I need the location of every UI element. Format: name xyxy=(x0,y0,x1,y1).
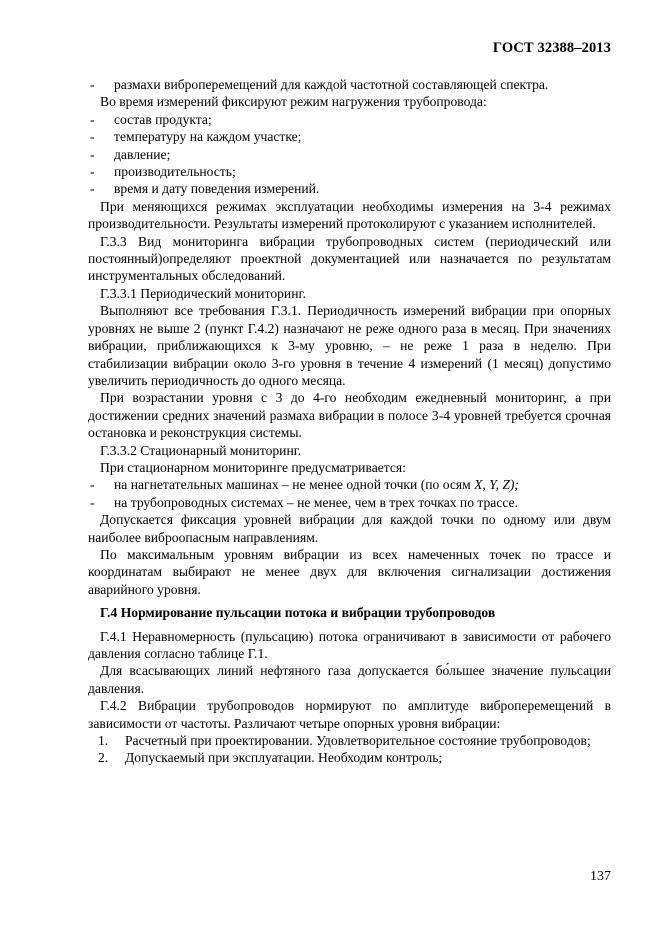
paragraph: Выполняют все требования Г.3.1. Периодичность измерений вибрации при опорных уровнях не выше 2 (пункт Г.4.2) назначают не реже одного раза в месяц. При значениях вибрации, приближающихся к 3-му уровню, – не реже 1 раза в неделю. При стабилизации вибрации около 3-го уровня в течение 4 измерений (1 месяц) допустимо увеличить периодичность до одного месяца. xyxy=(88,303,611,388)
paragraph: Г.4.2 Вибрации трубопроводов нормируют по амплитуде виброперемещений в зависимости от частоты. Различают четыре опорных уровня вибрации: xyxy=(88,698,611,731)
dash-marker: - xyxy=(90,146,95,162)
paragraph: Г.3.3 Вид мониторинга вибрации трубопроводных систем (периодический или постоянный)определяют проектной документацией или назначается по результатам инструментальных обследований. xyxy=(88,233,611,284)
list-item: - производительность; xyxy=(90,164,236,180)
paragraph: При возрастании уровня с 3 до 4-го необходим ежедневный мониторинг, а при достижении средних значений размаха вибрации в полосе 3-4 уровней требуется срочная остановка и реконструкция системы. xyxy=(88,390,611,441)
dash-marker: - xyxy=(90,477,95,493)
list-item: - температуру на каждом участке; xyxy=(90,129,302,145)
dash-marker: - xyxy=(90,77,95,92)
list-item: - время и дату поведения измерений. xyxy=(90,181,320,197)
paragraph: По максимальным уровням вибрации из всех намеченных точек по трассе и координатам выбирают не менее двух для включения сигнализации достижения аварийного уровня. xyxy=(88,546,611,597)
paragraph: Г.3.3.1 Периодический мониторинг. xyxy=(100,285,306,301)
paragraph: Г.3.3.2 Стационарный мониторинг. xyxy=(100,442,302,458)
dash-marker: - xyxy=(90,164,95,180)
paragraph: При стационарном мониторинге предусматривается: xyxy=(100,459,406,475)
paragraph: Для всасывающих линий нефтяного газа допускается бо́льшее значение пульсации давления. xyxy=(88,663,611,696)
list-item: - на нагнетательных машинах – не менее одной точки (по осям X, Y, Z); xyxy=(90,477,519,493)
page-number: 137 xyxy=(590,869,611,884)
section-heading: Г.4 Нормирование пульсации потока и вибрации трубопроводов xyxy=(100,605,496,621)
numbered-item: 2. Допускаемый при эксплуатации. Необходим контроль; xyxy=(98,750,443,766)
paragraph: Во время измерений фиксируют режим нагружения трубопровода: xyxy=(100,94,487,110)
document-header: ГОСТ 32388–2013 xyxy=(492,40,611,56)
list-item: - состав продукта; xyxy=(90,111,212,127)
dash-marker: - xyxy=(90,494,95,510)
numbered-item: 1. Расчетный при проектировании. Удовлетворительное состояние трубопроводов; xyxy=(98,733,591,749)
dash-marker: - xyxy=(90,111,95,127)
document-body xyxy=(88,76,611,767)
item-number: 2. xyxy=(98,750,109,766)
list-item: - на трубопроводных системах – не менее, чем в трех точках по трассе. xyxy=(90,494,518,510)
paragraph: Допускается фиксация уровней вибрации для каждой точки по одному или двум наиболее виброопасным направлениям. xyxy=(88,512,611,545)
paragraph: При меняющихся режимах эксплуатации необходимы измерения на 3-4 режимах производительности. Результаты измерений протоколируют с указанием исполнителей. xyxy=(88,198,611,232)
list-item: - размахи виброперемещений для каждой частотной составляющей спектра. xyxy=(90,77,549,92)
item-number: 1. xyxy=(98,733,109,749)
paragraph: Г.4.1 Неравномерность (пульсацию) потока ограничивают в зависимости от рабочего давления согласно таблице Г.1. xyxy=(88,628,611,661)
dash-marker: - xyxy=(90,129,95,145)
list-item: - давление; xyxy=(90,146,171,162)
dash-marker: - xyxy=(90,181,95,197)
